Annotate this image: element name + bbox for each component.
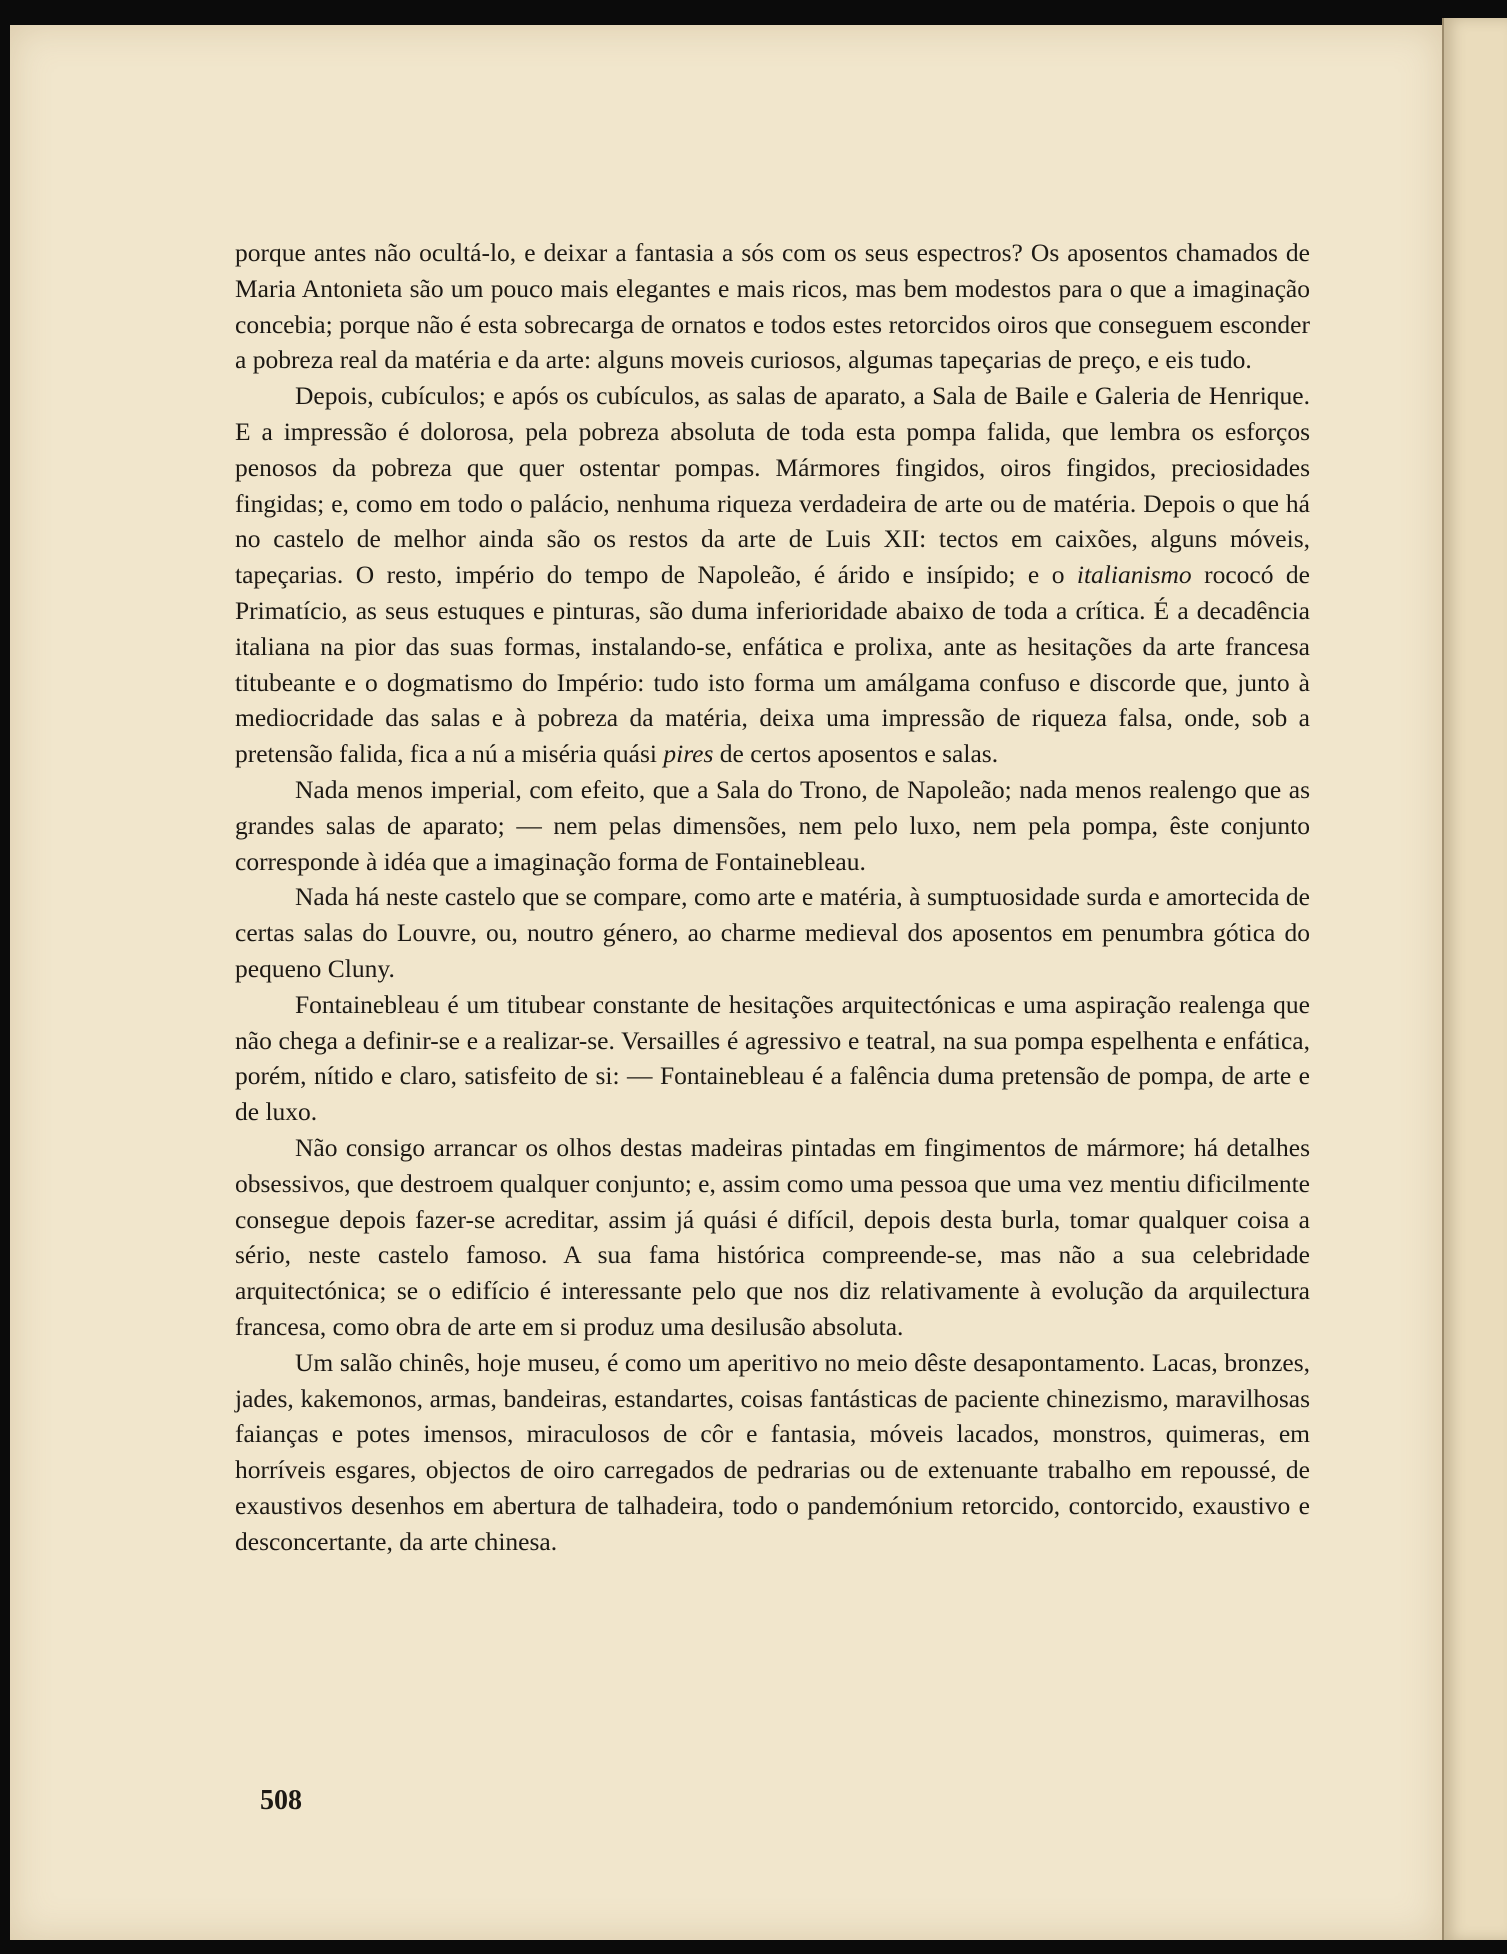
paragraph-7-text: Um salão chinês, hoje museu, é como um aperitivo no meio dêste desapontamento. Lacas, bronzes, jades, kakemonos, armas, bandeiras, estandartes, coisas fantásticas de paciente chinezismo, maravilhosas faianças e potes imensos, miraculosos de côr e fantasia, móveis lacados, monstros, quimeras, em horríveis esgares, objectos de oiro carregados de pedrarias ou de extenuante trabalho em repoussé, de exaustivos desenhos em abertura de talhadeira, todo o pandemónium retorcido, contorcido, exaustivo e desconcertante, da arte chinesa.: [235, 1347, 1310, 1556]
paragraph-6-text: Não consigo arrancar os olhos destas madeiras pintadas em fingimentos de mármore; há detalhes obsessivos, que destroem qualquer conjunto; e, assim como uma pessoa que uma vez mentiu dificilmente consegue depois fazer-se acreditar, assim já quási é difícil, depois desta burla, tomar qualquer coisa a sério, neste castelo famoso. A sua fama histórica compreende-se, mas não a sua celebridade arquitectónica; se o edifício é interessante pelo que nos diz relativamente à evolução da arquilectura francesa, como obra de arte em si produz uma desilusão absoluta.: [235, 1132, 1310, 1341]
paragraph-4-text: Nada há neste castelo que se compare, como arte e matéria, à sumptuosidade surda e amortecida de certas salas do Louvre, ou, noutro género, ao charme medieval dos aposentos em penumbra gótica do pequeno Cluny.: [235, 882, 1310, 983]
paragraph-3: [235, 772, 1310, 879]
paragraph-5: [235, 987, 1310, 1130]
page-number: 508: [260, 1785, 302, 1816]
paragraph-7: [235, 1345, 1310, 1560]
paragraph-2-text-a: Depois, cubículos; e após os cubículos, as salas de aparato, a Sala de Baile e Galeria de Henrique. E a impressão é dolorosa, pela pobreza absoluta de toda esta pompa falida, que lembra os esforços penosos da pobreza que quer ostentar pompas. Mármores fingidos, oiros fingidos, preciosidades fingidas; e, como em todo o palácio, nenhuma riqueza verdadeira de arte ou de matéria. Depois o que há no castelo de melhor ainda são os restos da arte de Luis XII: tectos em caixões, alguns móveis, tapeçarias. O resto, império do tempo de Napoleão, é árido e insípido; e o: [235, 381, 1310, 590]
paragraph-1: [235, 235, 1310, 378]
paragraph-4: [235, 879, 1310, 986]
paragraph-2-text-b: rococó de Primatício, as seus estuques e pinturas, são duma inferioridade abaixo de toda a crítica. É a decadência italiana na pior das suas formas, instalando-se, enfática e prolixa, ante as hesitações da arte francesa titubeante e o dogmatismo do Império: tudo isto forma um amálgama confuso e discorde que, junto à mediocridade das salas e à pobreza da matéria, deixa uma impressão de riqueza falsa, onde, sob a pretensão falida, fica a nú a miséria quási: [235, 560, 1310, 769]
paragraph-3-text: Nada menos imperial, com efeito, que a Sala do Trono, de Napoleão; nada menos realengo que as grandes salas de aparato; — nem pelas dimensões, nem pelo luxo, nem pela pompa, êste conjunto corresponde à idéa que a imaginação forma de Fontainebleau.: [235, 774, 1310, 876]
page-sheet: [10, 25, 1442, 1940]
paragraph-5-text: Fontainebleau é um titubear constante de hesitações arquitectónicas e uma aspiração realenga que não chega a definir-se e a realizar-se. Versailles é agressivo e teatral, na sua pompa espelhenta e enfática, porém, nítido e claro, satisfeito de si: — Fontainebleau é a falência duma pretensão de pompa, de arte e de luxo.: [235, 989, 1310, 1127]
italic-term-italianismo: italianismo: [1076, 560, 1192, 590]
next-page-edge: [1442, 18, 1507, 1940]
paragraph-1-text: porque antes não ocultá-lo, e deixar a fantasia a sós com os seus espectros? Os aposentos chamados de Maria Antonieta são um pouco mais elegantes e mais ricos, mas bem modestos para o que a imaginação concebia; porque não é esta sobrecarga de ornatos e todos estes retorcidos oiros que conseguem esconder a pobreza real da matéria e da arte: alguns moveis curiosos, algumas tapeçarias de preço, e eis tudo.: [235, 238, 1310, 375]
italic-term-pires: pires: [663, 739, 714, 769]
paragraph-2-text-c: de certos aposentos e salas.: [713, 739, 999, 769]
paragraph-2: [235, 378, 1310, 772]
body-text: [235, 235, 1310, 1559]
paragraph-6: [235, 1130, 1310, 1345]
